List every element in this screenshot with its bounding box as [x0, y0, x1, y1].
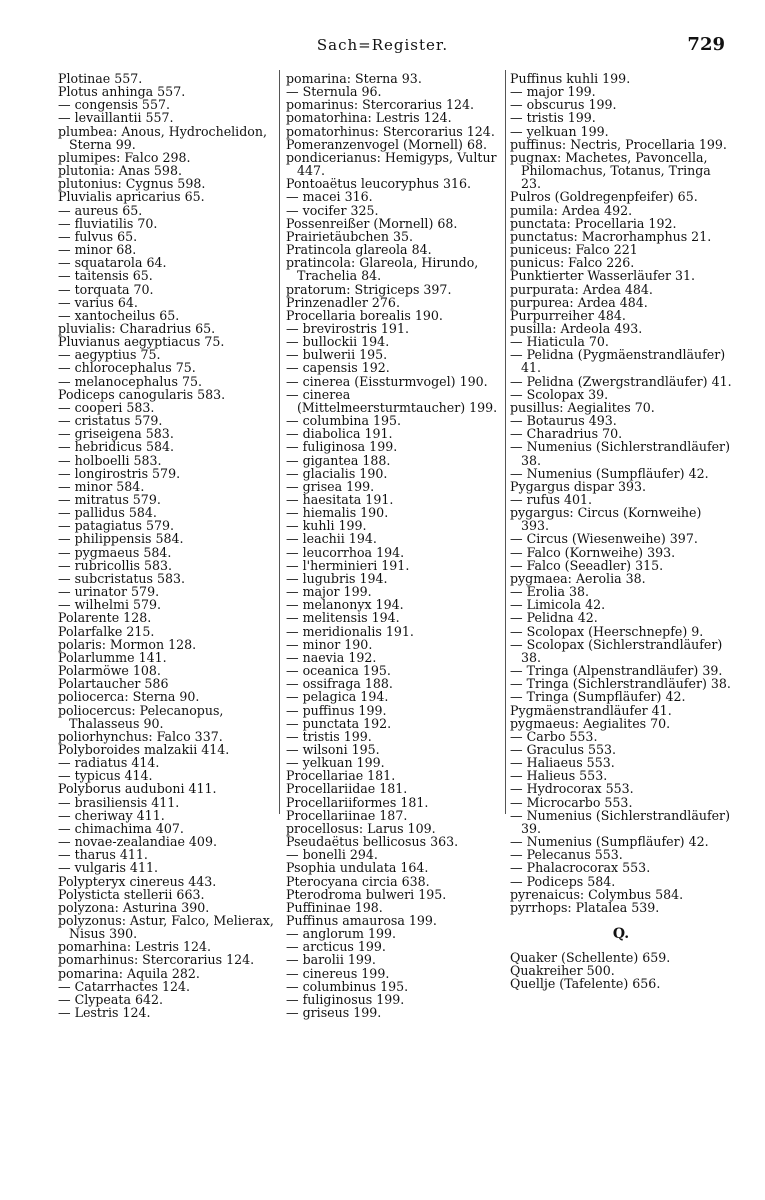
- index-entry: — fulvus 65.: [58, 228, 138, 244]
- index-entry: Puffinus amaurosa 199.: [286, 913, 437, 928]
- index-entry: — Scolopax (Heerschnepfe) 9.: [510, 623, 704, 639]
- index-entry: Polartaucher 586: [58, 676, 169, 692]
- index-entry: Plotinae 557.: [58, 71, 143, 86]
- index-entry: Quakreiher 500.: [510, 963, 615, 979]
- index-entry: — Tringa (Alpenstrandläufer) 39.: [510, 663, 723, 679]
- index-entry: — fuliginosa 199.: [286, 439, 398, 455]
- index-entry: Polyborus auduboni 411.: [58, 781, 217, 797]
- index-entry: — Pelidna (Zwergstrandläufer) 41.: [510, 373, 732, 389]
- index-entry: — wilsoni 195.: [286, 741, 380, 757]
- index-entry: Pratincola glareola 84.: [286, 242, 432, 258]
- index-entry: purpurata: Ardea 484.: [510, 281, 653, 297]
- index-entry: — squatarola 64.: [58, 255, 167, 271]
- index-entry: — tharus 411.: [58, 847, 148, 863]
- index-entry: polyzona: Asturina 390.: [58, 899, 210, 915]
- index-entry: Puffininae 198.: [286, 899, 383, 915]
- index-entry: pomatorhinus: Stercorarius 124.: [286, 123, 495, 139]
- index-entry: — barolii 199.: [286, 952, 376, 968]
- index-entry: Polysticta stellerii 663.: [58, 886, 205, 902]
- index-entry: — yelkuan 199.: [286, 755, 385, 771]
- index-entry: — cinereus 199.: [286, 965, 390, 981]
- index-entry: — patagiatus 579.: [58, 518, 175, 534]
- index-entry: pomarhinus: Stercorarius 124.: [58, 952, 255, 968]
- index-entry: — melanonyx 194.: [286, 597, 404, 613]
- index-entry: poliocercus: Pelecanopus, Thalasseus 90.: [58, 702, 224, 731]
- index-entry: Puffinus kuhli 199.: [510, 71, 631, 86]
- index-entry: — Clypeata 642.: [58, 991, 164, 1007]
- index-column-3: [510, 72, 732, 991]
- index-entry: — griseus 199.: [286, 1005, 382, 1021]
- index-entry: — Pelidna 42.: [510, 610, 598, 626]
- index-entry: Pterocyana circia 638.: [286, 873, 430, 889]
- index-entry: — Scolopax 39.: [510, 386, 609, 402]
- index-entry: plutonia: Anas 598.: [58, 163, 182, 179]
- index-entry: — Charadrius 70.: [510, 426, 623, 442]
- index-entry: Polarente 128.: [58, 610, 152, 626]
- index-entry: — urinator 579.: [58, 584, 160, 600]
- index-entry: — mitratus 579.: [58, 492, 161, 507]
- index-entry: Plotus anhinga 557.: [58, 84, 186, 100]
- index-entry: — Carbo 553.: [510, 728, 598, 744]
- index-entry: — pallidus 584.: [58, 505, 157, 521]
- index-entry: pomatorhina: Lestris 124.: [286, 110, 452, 126]
- index-entry: — tristis 199.: [510, 110, 596, 126]
- index-entry: Prinzenadler 276.: [286, 294, 400, 310]
- index-entry: — pygmaeus 584.: [58, 544, 172, 560]
- index-entry: — Catarrhactes 124.: [58, 978, 191, 994]
- index-entry: — grisea 199.: [286, 478, 375, 494]
- index-entry: Possenreißer (Mornell) 68.: [286, 215, 458, 231]
- section-q-entries: [510, 951, 732, 990]
- index-entry: — Scolopax (Sichlerstrandläufer) 38.: [510, 636, 723, 665]
- index-entry: — Lestris 124.: [58, 1005, 151, 1021]
- index-entry: pomarinus: Stercorarius 124.: [286, 97, 475, 113]
- index-entry: pyrrhops: Platalea 539.: [510, 899, 660, 915]
- index-column-2: [286, 72, 504, 1019]
- index-entry: Polarlumme 141.: [58, 649, 167, 665]
- index-entry: polaris: Mormon 128.: [58, 636, 197, 652]
- index-entry: Polypteryx cinereus 443.: [58, 873, 217, 889]
- index-entry: — bulwerii 195.: [286, 347, 388, 363]
- index-entry: — macei 316.: [286, 189, 373, 205]
- index-entry: — Numenius (Sichlerstrandläufer) 39.: [510, 807, 730, 836]
- index-entry: — major 199.: [286, 584, 372, 600]
- index-entry: — minor 68.: [58, 242, 137, 258]
- index-entry: — obscurus 199.: [510, 97, 617, 113]
- index-entry: — vocifer 325.: [286, 202, 379, 218]
- index-entry: — meridionalis 191.: [286, 623, 414, 639]
- index-entry: — Podiceps 584.: [510, 873, 616, 889]
- index-entry: — chlorocephalus 75.: [58, 360, 196, 376]
- index-entry: — brasiliensis 411.: [58, 794, 180, 810]
- index-entry: poliocerca: Sterna 90.: [58, 689, 200, 705]
- index-entry: plutonius: Cygnus 598.: [58, 176, 206, 192]
- index-entry: — haesitata 191.: [286, 492, 394, 507]
- column-divider: [279, 70, 280, 814]
- index-entry: — holboelli 583.: [58, 452, 162, 468]
- index-entry: Procellariae 181.: [286, 768, 396, 784]
- index-entry: Quellje (Tafelente) 656.: [510, 976, 661, 992]
- index-entry: procellosus: Larus 109.: [286, 820, 436, 836]
- index-entry: — lugubris 194.: [286, 570, 388, 586]
- index-entry: — puffinus 199.: [286, 702, 387, 718]
- index-entry: puffinus: Nectris, Procellaria 199.: [510, 136, 727, 152]
- index-entry: punctata: Procellaria 192.: [510, 215, 677, 231]
- index-entry: — rufus 401.: [510, 492, 593, 507]
- index-entry: — Falco (Seeadler) 315.: [510, 557, 664, 573]
- index-column-1: [58, 72, 276, 1019]
- index-entry: puniceus: Falco 221: [510, 242, 638, 258]
- index-entry: — Numenius (Sichlerstrandläufer) 38.: [510, 439, 730, 468]
- index-column-3-entries: [510, 72, 732, 914]
- index-entry: — torquata 70.: [58, 281, 154, 297]
- index-entry: — fluviatilis 70.: [58, 215, 158, 231]
- index-entry: — oceanica 195.: [286, 663, 391, 679]
- index-entry: pomarhina: Lestris 124.: [58, 939, 212, 955]
- index-entry: — cooperi 583.: [58, 399, 155, 415]
- index-entry: — ossifraga 188.: [286, 676, 393, 692]
- index-entry: Prairietäubchen 35.: [286, 228, 414, 244]
- index-entry: — Limicola 42.: [510, 597, 606, 613]
- index-entry: — anglorum 199.: [286, 926, 397, 942]
- index-entry: — radiatus 414.: [58, 755, 160, 771]
- index-entry: pratincola: Glareola, Hirundo, Trachelia 84.: [286, 255, 479, 284]
- index-entry: Pterodroma bulweri 195.: [286, 886, 447, 902]
- index-entry: Podiceps canogularis 583.: [58, 386, 226, 402]
- index-entry: — Circus (Wiesenweihe) 397.: [510, 531, 698, 547]
- index-entry: — fuliginosus 199.: [286, 991, 405, 1007]
- index-entry: pygmaea: Aerolia 38.: [510, 570, 646, 586]
- index-entry: — Falco (Kornweihe) 393.: [510, 544, 676, 560]
- index-entry: — bonelli 294.: [286, 847, 378, 863]
- index-entry: — Hiaticula 70.: [510, 334, 609, 350]
- index-entry: Procellariidae 181.: [286, 781, 408, 797]
- index-entry: — melitensis 194.: [286, 610, 400, 626]
- index-entry: — Hydrocorax 553.: [510, 781, 634, 797]
- index-entry: — leachii 194.: [286, 531, 377, 547]
- index-entry: Quaker (Schellente) 659.: [510, 950, 671, 966]
- index-entry: pumila: Ardea 492.: [510, 202, 633, 218]
- index-entry: — cheriway 411.: [58, 807, 165, 823]
- index-entry: Pluvianus aegyptiacus 75.: [58, 334, 225, 350]
- index-entry: — leucorrhoa 194.: [286, 544, 405, 560]
- index-entry: — subcristatus 583.: [58, 570, 186, 586]
- index-entry: — minor 190.: [286, 636, 373, 652]
- index-entry: — Sternula 96.: [286, 84, 382, 100]
- index-entry: — Numenius (Sumpfläufer) 42.: [510, 465, 709, 481]
- index-entry: — Pelidna (Pygmäenstrandläufer) 41.: [510, 347, 726, 376]
- index-entry: pondicerianus: Hemigyps, Vultur 447.: [286, 149, 497, 179]
- index-entry: — naevia 192.: [286, 649, 377, 665]
- index-entry: pusillus: Aegialites 70.: [510, 399, 655, 415]
- index-entry: Pseudaëtus bellicosus 363.: [286, 834, 459, 850]
- index-entry: — novae-zealandiae 409.: [58, 834, 217, 850]
- index-entry: — Numenius (Sumpfläufer) 42.: [510, 834, 709, 850]
- index-entry: pygargus: Circus (Kornweihe) 393.: [510, 505, 702, 534]
- index-entry: pyrenaicus: Colymbus 584.: [510, 886, 684, 902]
- column-divider: [505, 70, 506, 814]
- index-entry: — aureus 65.: [58, 202, 143, 218]
- index-entry: Polyboroides malzakii 414.: [58, 741, 230, 757]
- index-entry: — philippensis 584.: [58, 531, 184, 547]
- index-entry: pluvialis: Charadrius 65.: [58, 320, 216, 336]
- index-entry: — bullockii 194.: [286, 334, 390, 350]
- index-entry: — diabolica 191.: [286, 426, 393, 442]
- index-entry: — punctata 192.: [286, 715, 392, 731]
- index-entry: Psophia undulata 164.: [286, 860, 429, 876]
- index-entry: pratorum: Strigiceps 397.: [286, 281, 452, 297]
- page-header: [0, 36, 765, 58]
- index-entry: — minor 584.: [58, 478, 145, 494]
- index-entry: — yelkuan 199.: [510, 123, 609, 139]
- index-entry: Polarfalke 215.: [58, 623, 155, 639]
- index-entry: plumipes: Falco 298.: [58, 149, 191, 165]
- index-entry: Pulros (Goldregenpfeifer) 65.: [510, 189, 698, 205]
- index-entry: — longirostris 579.: [58, 465, 181, 481]
- index-entry: — cristatus 579.: [58, 413, 163, 429]
- index-entry: — vulgaris 411.: [58, 860, 158, 876]
- index-entry: — glacialis 190.: [286, 465, 388, 481]
- index-entry: — Halieus 553.: [510, 768, 608, 784]
- index-entry: Pygargus dispar 393.: [510, 478, 647, 494]
- index-entry: — aegyptius 75.: [58, 347, 161, 363]
- index-entry: — wilhelmi 579.: [58, 597, 162, 613]
- index-entry: — Haliaeus 553.: [510, 755, 615, 771]
- index-entry: — levaillantii 557.: [58, 110, 174, 126]
- index-entry: — l'herminieri 191.: [286, 557, 410, 573]
- index-entry: poliorhynchus: Falco 337.: [58, 728, 223, 744]
- index-entry: — melanocephalus 75.: [58, 373, 203, 389]
- index-entry: — congensis 557.: [58, 97, 170, 113]
- index-entry: plumbea: Anous, Hydrochelidon, Sterna 99.: [58, 123, 267, 152]
- index-entry: — kuhli 199.: [286, 518, 367, 534]
- index-entry: Procellariinae 187.: [286, 807, 408, 823]
- index-entry: Pomeranzenvogel (Mornell) 68.: [286, 136, 487, 152]
- index-entry: — chimachima 407.: [58, 820, 184, 836]
- index-entry: — columbina 195.: [286, 413, 402, 429]
- index-entry: — Pelecanus 553.: [510, 847, 623, 863]
- index-entry: — rubricollis 583.: [58, 557, 173, 573]
- index-entry: Polarmöwe 108.: [58, 663, 161, 679]
- index-entry: — hebridicus 584.: [58, 439, 175, 455]
- index-entry: — tristis 199.: [286, 728, 372, 744]
- index-entry: — cinerea (Eissturmvogel) 190.: [286, 373, 488, 389]
- index-entry: — Phalacrocorax 553.: [510, 860, 651, 876]
- page-number: 729: [687, 34, 725, 55]
- index-entry: — arcticus 199.: [286, 939, 386, 955]
- index-entry: Punktierter Wasserläufer 31.: [510, 268, 695, 284]
- index-entry: — taitensis 65.: [58, 268, 153, 284]
- section-letter: Q.: [612, 926, 630, 942]
- index-entry: — capensis 192.: [286, 360, 390, 376]
- index-entry: — griseigena 583.: [58, 426, 174, 442]
- index-entry: pugnax: Machetes, Pavoncella, Philomachus, Totanus, Tringa 23.: [510, 149, 711, 192]
- index-entry: — columbinus 195.: [286, 978, 409, 994]
- index-entry: — Tringa (Sichlerstrandläufer) 38.: [510, 676, 731, 692]
- index-entry: — brevirostris 191.: [286, 320, 409, 336]
- index-entry: — varius 64.: [58, 294, 138, 310]
- index-entry: — typicus 414.: [58, 768, 153, 784]
- index-entry: Procellariiformes 181.: [286, 794, 429, 810]
- index-entry: Pygmäenstrandläufer 41.: [510, 702, 672, 718]
- index-entry: — Erolia 38.: [510, 584, 589, 600]
- index-entry: — gigantea 188.: [286, 452, 391, 468]
- index-entry: — Botaurus 493.: [510, 413, 617, 429]
- index-entry: — xantocheilus 65.: [58, 307, 180, 323]
- index-entry: pomarina: Aquila 282.: [58, 965, 200, 981]
- index-entry: Pluvialis apricarius 65.: [58, 189, 205, 205]
- index-entry: punicus: Falco 226.: [510, 255, 635, 271]
- running-head-title: Sach=Register.: [316, 36, 449, 54]
- index-entry: pomarina: Sterna 93.: [286, 71, 422, 86]
- index-entry: — major 199.: [510, 84, 596, 100]
- index-entry: pygmaeus: Aegialites 70.: [510, 715, 671, 731]
- index-entry: purpurea: Ardea 484.: [510, 294, 648, 310]
- index-entry: — Microcarbo 553.: [510, 794, 633, 810]
- index-entry: polyzonus: Astur, Falco, Melierax, Nisus 390.: [58, 913, 274, 942]
- index-entry: — Tringa (Sumpfläufer) 42.: [510, 689, 686, 705]
- index-entry: Procellaria borealis 190.: [286, 307, 443, 323]
- index-entry: — pelagica 194.: [286, 689, 389, 705]
- index-entry: — cinerea (Mittelmeersturmtaucher) 199.: [286, 386, 498, 415]
- index-entry: pusilla: Ardeola 493.: [510, 320, 643, 336]
- index-entry: — hiemalis 190.: [286, 505, 389, 521]
- index-entry: punctatus: Macrorhamphus 21.: [510, 228, 712, 244]
- index-entry: — Graculus 553.: [510, 741, 616, 757]
- index-entry: Pontoaëtus leucoryphus 316.: [286, 176, 472, 192]
- index-entry: Purpurreiher 484.: [510, 307, 626, 323]
